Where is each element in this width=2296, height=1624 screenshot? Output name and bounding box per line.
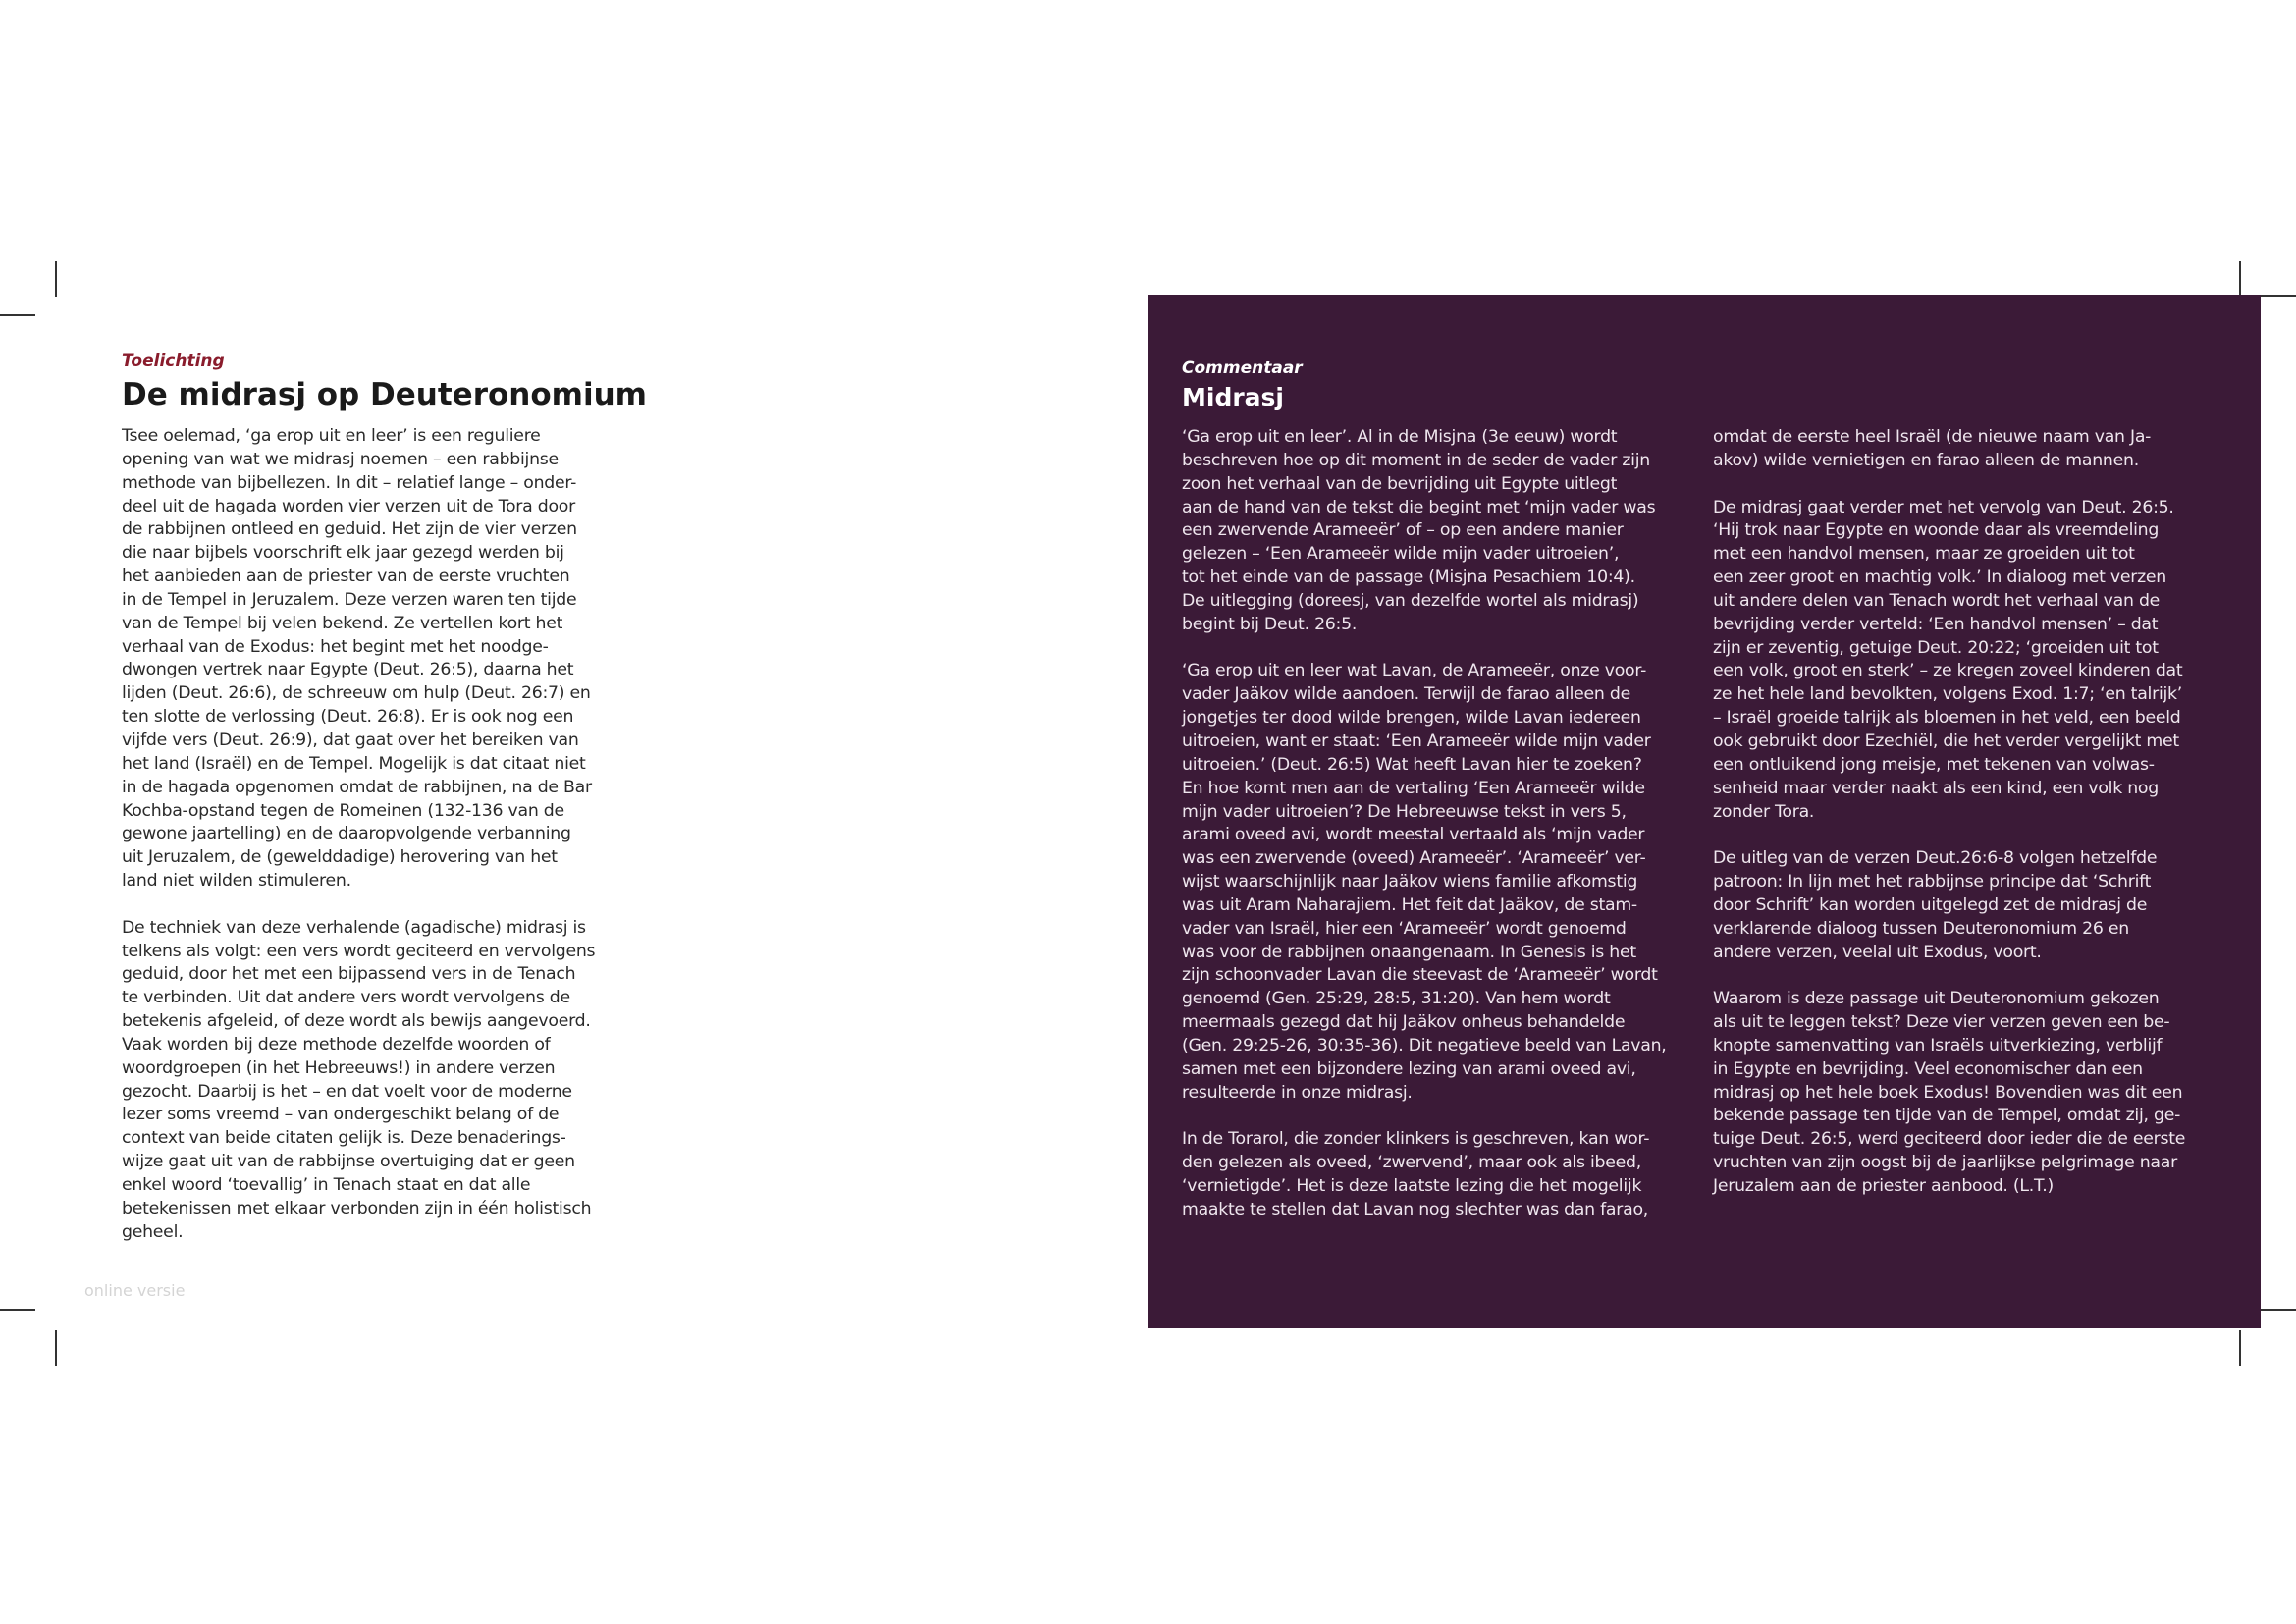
text-line: gezocht. Daarbij is het – en dat voelt voor de moderne [122,1081,572,1102]
text-line: verklarende dialoog tussen Deuteronomium 26 en [1713,918,2129,939]
text-line: (Gen. 29:25-26, 30:35-36). Dit negatieve beeld van Lavan, [1182,1035,1667,1056]
crop-mark [55,1330,57,1366]
text-line: een zwervende Arameeër’ of – op een andere manier [1182,520,1624,541]
text-line: zonder Tora. [1713,801,1815,822]
text-line: uit Jeruzalem, de (gewelddadige) herovering van het [122,847,558,868]
crop-mark [0,1309,35,1311]
paragraph-break [122,893,593,917]
text-line: wijst waarschijnlijk naar Jaäkov wiens familie afkomstig [1182,872,1638,893]
text-line: dwongen vertrek naar Egypte (Deut. 26:5), daarna het [122,660,574,680]
text-line: samen met een bijzondere lezing van arami oveed avi, [1182,1058,1636,1079]
text-line: uit andere delen van Tenach wordt het verhaal van de [1713,590,2161,611]
text-line: als uit te leggen tekst? Deze vier verzen geven een be- [1713,1012,2170,1033]
text-line: ten slotte de verlossing (Deut. 26:8). Er is ook nog een [122,707,574,728]
crop-mark [2261,1309,2296,1311]
text-line: zijn er zeventig, getuige Deut. 20:22; ‘groeiden uit tot [1713,637,2159,658]
text-line: zoon het verhaal van de bevrijding uit Egypte uitlegt [1182,473,1618,494]
explanation-body [122,425,596,1245]
text-line: arami oveed avi, wordt meestal vertaald als ‘mijn vader [1182,825,1645,845]
text-line: akov) wilde vernietigen en farao alleen de mannen. [1713,450,2139,470]
crop-mark [55,261,57,297]
commentary-header [1182,356,1673,425]
text-line: met een handvol mensen, maar ze groeiden uit tot [1713,544,2135,565]
commentary-panel [1148,295,2261,1328]
paragraph-break [1713,964,2184,988]
crop-mark [2261,295,2296,297]
text-line: uitroeien, want er staat: ‘Een Arameeër wilde mijn vader [1182,731,1651,751]
text-line: ‘Ga erop uit en leer’. Al in de Misjna (3e eeuw) wordt [1182,427,1618,447]
text-line: in de hagada opgenomen omdat de rabbijnen, na de Bar [122,777,592,797]
text-line: opening van wat we midrasj noemen – een rabbijnse [122,449,559,469]
text-line: woordgroepen (in het Hebreeuws!) in andere verzen [122,1057,556,1078]
paragraph-break [1182,637,1653,661]
text-line: – Israël groeide talrijk als bloemen in het veld, een beeld [1713,708,2181,729]
explanation-column [122,350,647,1245]
text-line: in de Tempel in Jeruzalem. Deze verzen waren ten tijde [122,589,577,610]
text-line: den gelezen als oveed, ‘zwervend’, maar ook als ibeed, [1182,1153,1641,1173]
text-line: tot het einde van de passage (Misjna Pesachiem 10:4). [1182,568,1635,588]
crop-mark [0,314,35,316]
text-line: ‘Ga erop uit en leer wat Lavan, de Arameeër, onze voor- [1182,661,1647,681]
text-line: De midrasj gaat verder met het vervolg van Deut. 26:5. [1713,497,2174,517]
text-line: ‘vernietigde’. Het is deze laatste lezing die het mogelijk [1182,1176,1642,1196]
text-line: te verbinden. Uit dat andere vers wordt vervolgens de [122,988,570,1008]
text-line: gelezen – ‘Een Arameeër wilde mijn vader uitroeien’, [1182,544,1620,565]
text-line: Kochba-opstand tegen de Romeinen (132-136 van de [122,800,564,821]
text-line: het land (Israël) en de Tempel. Mogelijk is dat citaat niet [122,753,586,774]
text-line: aan de hand van de tekst die begint met ‘mijn vader was [1182,497,1656,517]
text-line: En hoe komt men aan de vertaling ‘Een Arameeër wilde [1182,778,1645,798]
text-line: beschreven hoe op dit moment in de seder de vader zijn [1182,450,1650,470]
text-line: vruchten van zijn oogst bij de jaarlijkse pelgrimage naar [1713,1153,2177,1173]
text-line: bevrijding verder verteld: ‘Een handvol mensen’ – dat [1713,614,2159,634]
text-line: wijze gaat uit van de rabbijnse overtuiging dat er geen [122,1152,575,1172]
text-line: ‘Hij trok naar Egypte en woonde daar als vreemdeling [1713,520,2160,541]
text-line: verhaal van de Exodus: het begint met het noodge- [122,636,549,657]
crop-mark [2239,1330,2241,1366]
text-line: telkens als volgt: een vers wordt geciteerd en vervolgens [122,941,596,961]
text-line: genoemd (Gen. 25:29, 28:5, 31:20). Van hem wordt [1182,989,1611,1009]
text-line: geduid, door het met een bijpassend vers in de Tenach [122,964,576,985]
text-line: betekenis afgeleid, of deze wordt als bewijs aangevoerd. [122,1011,591,1032]
text-line: een zeer groot en machtig volk.’ In dialoog met verzen [1713,568,2167,588]
text-line: begint bij Deut. 26:5. [1182,614,1358,634]
text-line: een ontluikend jong meisje, met tekenen van volwas- [1713,754,2155,775]
text-line: zijn schoonvader Lavan die steevast de ‘Arameeër’ wordt [1182,965,1658,986]
text-line: midrasj op het hele boek Exodus! Bovendien was dit een [1713,1082,2183,1103]
text-line: ze het hele land bevolkten, volgens Exod. 1:7; ‘en talrijk’ [1713,684,2183,705]
text-line: andere verzen, veelal uit Exodus, voort. [1713,942,2042,962]
text-line: De uitleg van de verzen Deut.26:6-8 volgen hetzelfde [1713,848,2158,869]
text-line: Jeruzalem aan de priester aanbood. (L.T.) [1713,1176,2055,1196]
text-line: De techniek van deze verhalende (agadische) midrasj is [122,917,586,938]
text-line: knopte samenvatting van Israëls uitverkiezing, verblijf [1713,1035,2163,1056]
section-kicker: Toelichting [122,352,225,371]
text-line: meermaals gezegd dat hij Jaäkov onheus behandelde [1182,1012,1626,1033]
text-line: methode van bijbellezen. In dit – relatief lange – onder- [122,472,577,493]
text-line: In de Torarol, die zonder klinkers is geschreven, kan wor- [1182,1129,1650,1150]
text-line: lijden (Deut. 26:6), de schreeuw om hulp (Deut. 26:7) en [122,683,591,704]
text-line: in Egypte en bevrijding. Veel economischer dan een [1713,1058,2143,1079]
text-line: resulteerde in onze midrasj. [1182,1082,1413,1103]
text-line: context van beide citaten gelijk is. Deze benaderings- [122,1128,566,1149]
text-line: Vaak worden bij deze methode dezelfde woorden of [122,1034,551,1055]
text-line: ook gebruikt door Ezechiël, die het verder vergelijkt met [1713,731,2179,751]
text-line: vijfde vers (Deut. 26:9), dat gaat over het bereiken van [122,730,579,750]
text-line: geheel. [122,1221,184,1242]
text-line: betekenissen met elkaar verbonden zijn in één holistisch [122,1198,592,1218]
text-line: het aanbieden aan de priester van de eerste vruchten [122,567,570,587]
text-line: patroon: In lijn met het rabbijnse principe dat ‘Schrift [1713,872,2152,893]
text-line: die naar bijbels voorschrift elk jaar gezegd werden bij [122,543,564,564]
text-line: enkel woord ‘toevallig’ in Tenach staat en dat alle [122,1175,531,1195]
paragraph-break [1713,473,2184,497]
online-version-label: online versie [84,1281,186,1300]
text-line: van de Tempel bij velen bekend. Ze vertellen kort het [122,613,563,633]
text-line: jongetjes ter dood wilde brengen, wilde Lavan iedereen [1182,708,1641,729]
paragraph-break [1713,824,2184,847]
text-line: deel uit de hagada worden vier verzen uit de Tora door [122,496,575,516]
text-line: was voor de rabbijnen onaangenaam. In Genesis is het [1182,942,1636,962]
text-line: senheid maar verder naakt als een kind, een volk nog [1713,778,2159,798]
text-line: de rabbijnen ontleed en geduid. Het zijn de vier verzen [122,519,577,540]
page-title: De midrasj op Deuteronomium [122,377,647,412]
paragraph-break [1182,1105,1653,1128]
text-line: bekende passage ten tijde van de Tempel, omdat zij, ge- [1713,1106,2181,1126]
text-line: maakte te stellen dat Lavan nog slechter was dan farao, [1182,1199,1649,1219]
commentary-column-1 [1182,426,1667,1222]
text-line: gewone jaartelling) en de daaropvolgende verbanning [122,824,571,844]
text-line: vader van Israël, hier een ‘Arameeër’ wordt genoemd [1182,918,1627,939]
commentary-kicker: Commentaar [1182,358,1303,378]
text-line: was een zwervende (oveed) Arameeër’. ‘Arameeër’ ver- [1182,848,1646,869]
text-line: Waarom is deze passage uit Deuteronomium gekozen [1713,989,2160,1009]
text-line: door Schrift’ kan worden uitgelegd zet de midrasj de [1713,894,2148,915]
commentary-column-2 [1713,426,2184,1199]
text-line: mijn vader uitroeien’? De Hebreeuwse tekst in vers 5, [1182,801,1627,822]
text-line: een volk, groot en sterk’ – ze kregen zoveel kinderen dat [1713,661,2183,681]
crop-mark [2239,261,2241,297]
text-line: tuige Deut. 26:5, werd geciteerd door ieder die de eerste [1713,1129,2186,1150]
text-line: land niet wilden stimuleren. [122,871,351,892]
text-line: was uit Aram Naharajiem. Het feit dat Jaäkov, de stam- [1182,894,1637,915]
text-line: uitroeien.’ (Deut. 26:5) Wat heeft Lavan hier te zoeken? [1182,754,1642,775]
text-line: omdat de eerste heel Israël (de nieuwe naam van Ja- [1713,427,2152,447]
text-line: vader Jaäkov wilde aandoen. Terwijl de farao alleen de [1182,684,1630,705]
text-line: Tsee oelemad, ‘ga erop uit en leer’ is een reguliere [122,426,541,446]
text-line: De uitlegging (doreesj, van dezelfde wortel als midrasj) [1182,590,1639,611]
text-line: lezer soms vreemd – van ondergeschikt belang of de [122,1105,560,1125]
commentary-title: Midrasj [1182,383,1284,411]
